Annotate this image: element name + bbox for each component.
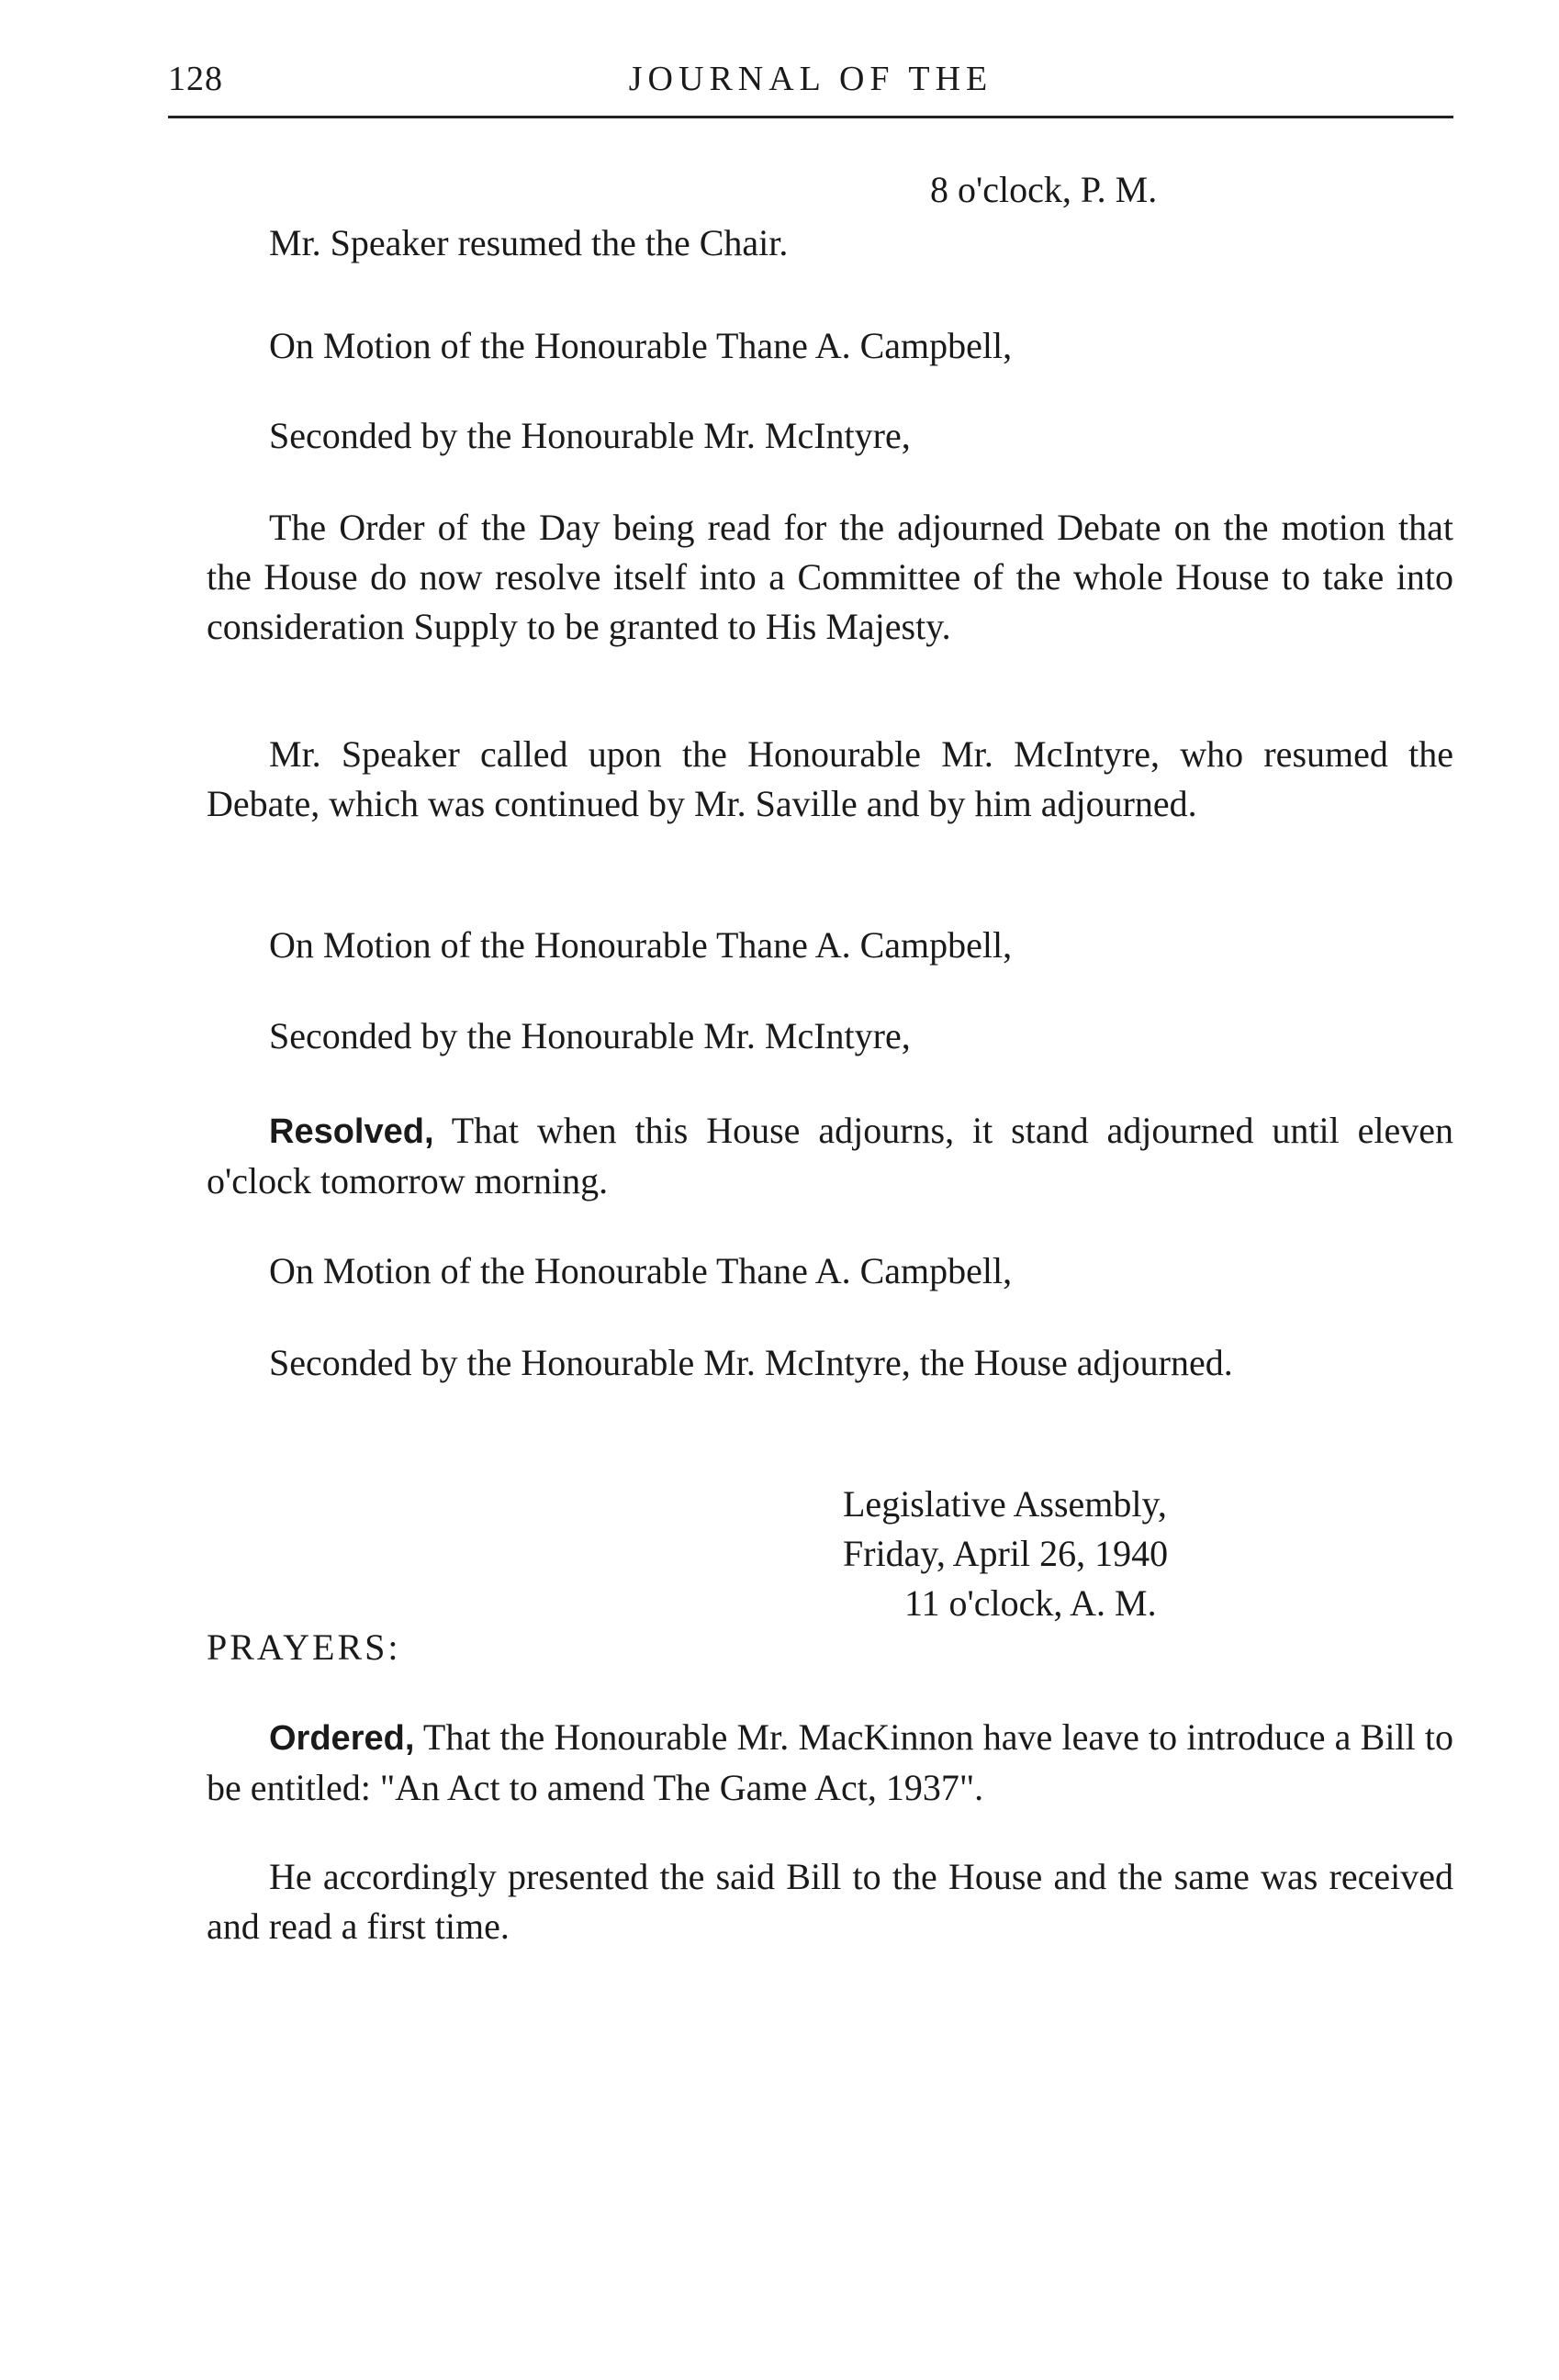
motion-3-text: On Motion of the Honourable Thane A. Campbell, [269, 1250, 1013, 1291]
page-number: 128 [168, 60, 223, 98]
motion-2-text: On Motion of the Honourable Thane A. Campbell, [269, 924, 1013, 966]
speaker-resumed-text: Mr. Speaker resumed the the Chair. [269, 222, 789, 263]
presented-text: He accordingly presented the said Bill to the House and the same was received and read a first time. [207, 1856, 1453, 1947]
resolved-label: Resolved, [269, 1112, 434, 1151]
prayers-heading: PRAYERS: [207, 1626, 401, 1668]
header-rule [168, 116, 1453, 118]
resolved-text-wrap [207, 1106, 1453, 1206]
dateline-date: Friday, April 26, 1940 [843, 1533, 1169, 1574]
running-title: JOURNAL OF THE [628, 60, 993, 98]
speaker-called [207, 730, 1453, 829]
resolved-paragraph [207, 1106, 1453, 1206]
seconded-3 [207, 1338, 1453, 1388]
presented-paragraph [207, 1852, 1453, 1951]
order-of-day-text: The Order of the Day being read for the adjourned Debate on the motion that the House do now resolve itself into a Committee of the whole House to take into consideration Supply to be granted to His Majesty. [207, 507, 1453, 647]
seconded-3-text: Seconded by the Honourable Mr. McIntyre, the House adjourned. [269, 1342, 1233, 1383]
motion-2 [207, 921, 1453, 970]
time-evening: 8 o'clock, P. M. [930, 169, 1158, 210]
seconded-1-text: Seconded by the Honourable Mr. McIntyre, [269, 415, 911, 456]
dateline-assembly: Legislative Assembly, [843, 1483, 1167, 1525]
order-of-day [207, 503, 1453, 652]
speaker-called-text: Mr. Speaker called upon the Honourable Mr. McIntyre, who resumed the Debate, which was continued by Mr. Saville and by him adjourned. [207, 733, 1453, 824]
seconded-2-text: Seconded by the Honourable Mr. McIntyre, [269, 1015, 911, 1056]
motion-1 [207, 321, 1453, 371]
ordered-label: Ordered, [269, 1719, 415, 1758]
ordered-text-wrap [207, 1713, 1453, 1813]
dateline-time: 11 o'clock, A. M. [904, 1582, 1157, 1624]
seconded-2 [207, 1011, 1453, 1061]
ordered-paragraph [207, 1713, 1453, 1813]
resolved-text: That when this House adjourns, it stand adjourned until eleven o'clock tomorrow morning. [207, 1110, 1453, 1201]
ordered-text: That the Honourable Mr. MacKinnon have leave to introduce a Bill to be entitled: "An Act to amend The Game Act, 1937". [207, 1716, 1453, 1808]
seconded-1 [207, 411, 1453, 461]
motion-3 [207, 1246, 1453, 1296]
page-header [168, 46, 1453, 119]
speaker-resumed [207, 218, 1453, 268]
motion-1-text: On Motion of the Honourable Thane A. Campbell, [269, 325, 1013, 366]
